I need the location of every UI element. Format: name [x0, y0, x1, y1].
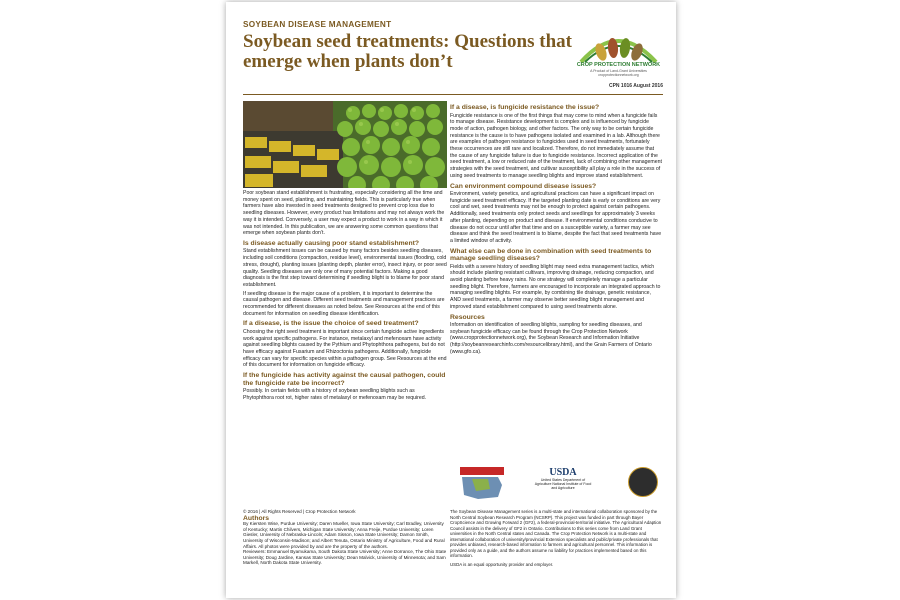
section-paragraph: Environment, variety genetics, and agricultural practices can have a significant impact on fungicide seed treatment efficacy. If the targeted planting date is early or conditions are very cool and wet, seed treatments may not be enough to protect against certain pathogens. Additionally, seed treatments only protect seeds and seedlings for approximately 3 weeks after planting, depending on product and disease. If environmental conditions conducive to disease do not occur until after that time and on a susceptible variety, a farmer may see disease and think the seed treatment is to blame, despite the fact that seed treatments have a limited window of activity.: [450, 191, 662, 244]
section-heading: Is disease actually causing poor stand establishment?: [243, 239, 420, 247]
equal-opportunity-note: USDA is an equal opportunity provider and employer.: [450, 561, 554, 567]
usda-logo: [533, 467, 593, 503]
resources-paragraph: Information on identification of seedling blights, sampling for seedling diseases, and soybean fungicide efficacy can be found through the Crop Protection Network (www.cropprotectionnetwork.org), the Soybean Research and Information Initiative (http://soybeanresearchinfo.com/resourcelibrary.html), and the Grain Farmers of Ontario (www.gfo.ca).: [450, 322, 652, 355]
sponsor-logos: [458, 465, 662, 505]
section-paragraph: Choosing the right seed treatment is important since certain fungicide active ingredients work against specific pathogens. For instance, metalaxyl and mefenoxam have activity against seedling blights caused by the Pythium and Phytophthora pathogens, but do not have efficacy against Fusarium and Rhizoctonia pathogens. Additionally, fungicide efficacy can vary for specific species within a pathogen group. See Resources at the end of this document for information on fungicide efficacy.: [243, 328, 447, 369]
series-label: SOYBEAN DISEASE MANAGEMENT: [243, 20, 392, 29]
section-heading: What else can be done in combination with seed treatments to manage seedling diseases?: [450, 247, 652, 263]
reviewers-list: Reviewers: Emmanuel Byamukama, South Dakota State University; Anne Dorrance, The Ohio State University; Doug Jardine, Kansas State University; Dean Malvick, University of Minnesota; and Sam Markell, North Dakota State University.: [243, 549, 447, 566]
header-divider: [243, 94, 663, 95]
section-paragraph: If seedling disease is the major cause of a problem, it is important to determine the causal pathogen and disease. Different seed treatments and management practices are recommended for different diseases as noted below. See Resources at the end of this document for information on seedling disease identification.: [243, 290, 445, 317]
section-paragraph: Fields with a severe history of seedling blight may need extra management tactics, which should include planting resistant cultivars, improving drainage, reducing compaction, and avoid planting before heavy rains. No one strategy will completely manage a particular seedling blight. Therefore, farmers are encouraged to incorporate an integrated approach to managing seedling blights. For example, by combining tile drainage, genetic resistance, AND seed treatments, a farmer may observe better seedling blight management and improved stand establishment compared to using seed treatments alone.: [450, 263, 661, 310]
section-paragraph: Possibly. In certain fields with a history of soybean seedling blights such as Phytophthora root rot, higher rates of metalaxyl or mefenoxam may be required.: [243, 388, 427, 401]
logo-subtitle: A Product of Land-Grant Universities: [590, 69, 647, 73]
section-heading: If a disease, is fungicide resistance the issue?: [450, 104, 600, 111]
intro-paragraph: Poor soybean stand establishment is frustrating, especially considering all the time and money spent on seed, planting, and maintaining fields. This is particularly true when farmers have also invested in seed treatments designed to prevent crop loss due to seedling diseases. However, every product has limitations and may not always work the way it is intended. Conversely, a user may expect a product to work in a way in which it was not intended. In this publication, we are answering some common questions that emerge when soybean plants don’t.: [243, 190, 445, 237]
authors-list: By Kiersten Wise, Purdue University; Daren Mueller, Iowa State University; Carl Bradley, University of Kentucky; Martin Chilvers, Michigan State University; Anna Freije, Purdue University; Loren Giesler, University of Nebraska-Lincoln; Adam Sisson, Iowa State University; Damon Smith, University of Wisconsin-Madison; and Albert Tenuta, Ontario Ministry of Agriculture, Food and Rural Affairs. All photos were provided by and are the property of the authors.: [243, 521, 445, 549]
copyright: © 2016 | All Rights Reserved | Crop Protection Network: [243, 509, 356, 514]
resources-heading: Resources: [450, 313, 485, 321]
authors-heading: Authors: [243, 514, 270, 522]
logo-url: cropprotectionnetwork.org: [598, 73, 639, 77]
section-paragraph: Stand establishment issues can be caused by many factors besides seedling diseases, including soil conditions (compaction, residue level), environmental issues (flooding, cold stress, drought), planting issues (planting depth, planter error), insect injury, or poor seed quality. Seedling diseases are only one of many potential factors. Making a good diagnosis is the first step toward determining if seedling blight is to blame for poor stand establishment.: [243, 248, 447, 288]
usda-text: United States Department of Agriculture National Institute of Food and Agriculture: [534, 478, 592, 491]
section-heading: If the fungicide has activity against the causal pathogen, could the fungicide rate be incorrect?: [243, 372, 446, 387]
footer-credits: [243, 509, 447, 566]
left-column: [243, 190, 447, 404]
section-heading: Can environment compound disease issues?: [450, 182, 597, 190]
grain-farmers-ontario-logo: [628, 467, 658, 497]
ncsrp-map-logo: [458, 465, 506, 501]
right-column: [450, 101, 662, 358]
section-heading: If a disease, is the issue the choice of seed treatment?: [243, 320, 419, 328]
section-paragraph: Fungicide resistance is one of the first things that may come to mind when a fungicide fails to manage disease. Resistance development is complex and is influenced by fungicide mode of action, pathogen biology, and other factors. The only way to be certain fungicide resistance is the cause is to have pathogens isolated and examined in a lab. Although there are examples of pathogen resistance to fungicides used in seed treatments, fortunately these occurrences are still rare and localized. Therefore, do not immediately assume that the cause of any fungicide failure is due to fungicide resistance. Incorrect application of the seed treatment, a low or reduced rate of the treatment, lack of combining other management strategies with the seed treatment, and cultivar susceptibility all play a role in the success of using seed treatments to manage seedling blights and improve stand establishment.: [450, 112, 662, 179]
usda-mark: USDA: [549, 467, 577, 478]
document-title: Soybean seed treatments: Questions that emerge when plants don’t: [243, 31, 572, 72]
document-page: [226, 2, 676, 598]
footer-notes: [450, 509, 662, 567]
seed-planter-photo: [243, 101, 447, 188]
publication-number: CPN 1016 August 2016: [608, 83, 663, 89]
logo-name: CROP PROTECTION NETWORK: [576, 62, 661, 68]
series-note: The Soybean Disease Management series is a multi-state and international collaboration sponsored by the North Central Soybean Research Program (NCSRP). This project was funded in part through Bayer CropScience and Growing Forward 2 (GF2), a federal-provincial-territorial initiative. The Agricultural Adaption Council assists in the delivery of GF2 in Ontario. Contributions to this series come from Land Grant universities in the North Central states and Canada. The Crop Protection Network is a multi-state and international collaboration of university/provincial Extension specialists and public/private professionals that provides unbiased, research-based information to farmers and agricultural personnel. This information is provided only as a guide, and the authors assume no liability for practices implemented based on this information.: [450, 509, 662, 558]
